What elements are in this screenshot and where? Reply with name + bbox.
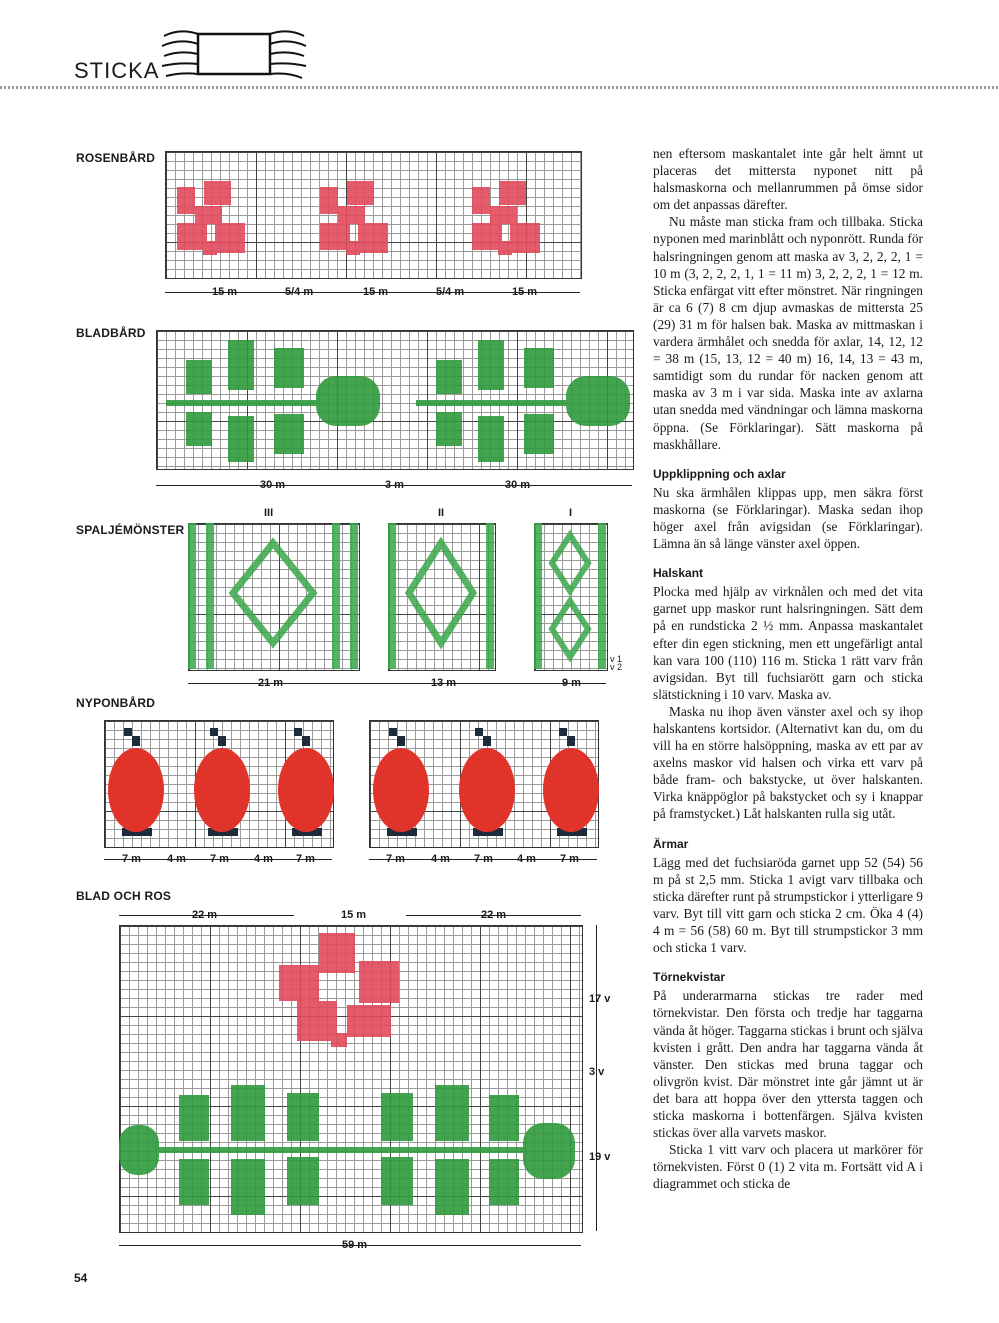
measure: 4 m [254,853,273,865]
measure: 15 m [512,286,538,298]
measure: 15 m [212,286,238,298]
measure: 15 m [341,909,367,921]
yarn-skein-icon [160,26,308,86]
paragraph: Sticka 1 vitt varv och placera ut markörer för törnekvisten. Först 0 (1) 2 vita m. Fortsätt vid A i diagrammet och sticka de [653,1142,923,1192]
measure: 59 m [342,1239,368,1251]
rosenbard-motifs [165,151,580,277]
measure: 17 v [589,993,611,1005]
measure: 9 m [562,677,581,689]
measure: 19 v [589,1151,611,1163]
paragraph: Nu måste man sticka fram och tillbaka. Sticka nyponen med marinblått och nyponrött. Runda för halsringningen genom att maska av 3, 2, 2, 2, 1 = 10 m (3, 2, 2, 2, 1, 1 = 11 m) 3, 2, 2, 2, 1 = 12 m. Sticka enfärgat vitt efter mönstret. När ringningen är ca 6 (7) 8 cm djup avmaskas de mittersta 25 (29) 31 m för halsen bak. Maska av mittmaskan i vardera ärmhålet och snedda för axlar, 14, 12, 12 = 38 m (15, 13, 12 = 40 m) 16, 14, 13 = 43 m, samtidigt som du rundar för nacken genom att maska av 3 m i var sida. Maska inte av axlarna utan snedda med vändningar och lämna maskorna öppna. (Se Förklaringar). Sätt maskorna på maskhållare. [653,214,923,452]
spaljemonster-motifs [188,523,608,669]
measure: 13 m [431,677,457,689]
measure: 7 m [210,853,229,865]
row-label: v 2 [610,662,623,672]
measure: 7 m [296,853,315,865]
measure: 22 m [481,909,507,921]
paragraph: Lägg med det fuchsiaröda garnet upp 52 (54) 56 m på st 2,5 mm. Sticka 1 avigt varv tillbaka och sticka därefter runt på strumpstickor i ytterligare 9 varv. Byt till vitt garn och sticka 2 cm. Öka 4 (4) 4 m = 56 (58) 60 m. Byt till strumpstickor 3 mm och sticka 1 varv. [653,854,923,956]
blad-och-ros-side-line [596,925,597,1231]
roman-numeral: I [569,507,573,519]
measure: 7 m [560,853,579,865]
nyponbard-label: NYPONBÅRD [76,696,156,710]
measure: 21 m [258,677,284,689]
measure: 4 m [517,853,536,865]
paragraph: Plocka med hjälp av virknålen och med det vita garnet upp maskor runt halsringningen. Sätt dem på en rundsticka 2 ½ mm. Anpassa maskantalet efter din egen stickning, men ett ungefärligt antal kan vara 100 (110) 116 m. Sticka 1 rätt varv från avigsidan. Byt till fuchsiarött garn och sticka slätstickning i 10 varv. Maska av. [653,584,923,702]
measure: 5/4 m [436,286,465,298]
measure: 5/4 m [285,286,314,298]
page-number: 54 [74,1271,88,1285]
measure: 30 m [505,479,531,491]
measure: 3 v [589,1066,605,1078]
spaljemonster-dimension-line [188,683,606,684]
roman-numeral: III [264,507,274,519]
measure: 7 m [386,853,405,865]
bladbard-label: BLADBÅRD [76,326,146,340]
body-text-column [653,145,923,1192]
section-heading: Uppklippning och axlar [653,466,786,481]
section-title: STICKA [74,58,160,83]
measure: 7 m [122,853,141,865]
section-heading: Ärmar [653,836,689,851]
spaljemonster-label: SPALJÉMÖNSTER [76,523,185,537]
measure: 15 m [363,286,389,298]
measure: 4 m [431,853,450,865]
header-rule [0,86,999,89]
measure: 22 m [192,909,218,921]
measure: 3 m [385,479,404,491]
paragraph: På underarmarna stickas tre rader med törnekvistar. Den första och tredje har taggarna vända åt höger. Taggarna stickas i brunt och själva kvisten i grått. Den andra har taggarna vända åt vänster. Den stickas med bruna taggar och olivgrön kvist. Där mönstret inte går jämnt ut är det bara att hoppa över den yttersta taggen och sticka maskorna i bottenfärgen. Själva kvisten stickas över alla varvets maskor. [653,988,923,1141]
section-heading: Halskant [653,566,704,581]
nyponbard-motifs [104,720,597,846]
measure: 4 m [167,853,186,865]
blad-och-ros-label: BLAD OCH ROS [76,889,172,903]
blad-och-ros-motifs [119,925,581,1231]
paragraph: Maska nu ihop även vänster axel och sy ihop halskantens kortsidor. (Alternativt kan du, om du vill ha en större halsöppning, maska av ett par av axelns maskor vid halsen och virka ett varv på både fram- och bakstycke, ut över halskanten. Virka knäppöglor på bakstycket och sy i knappar på framstycket.) Låt halskanten rulla sig utåt. [653,703,923,822]
bladbard-motifs [156,330,632,468]
section-heading: Törnekvistar [653,970,726,985]
row-label: v 1 [610,654,623,664]
paragraph: nen eftersom maskantalet inte går helt ämnt ut placeras det mittersta nyponet nitt på halsmaskorna och mellanrummen på ömse sidor om det anpassas därefter. [653,146,923,213]
measure: 30 m [260,479,286,491]
measure: 7 m [474,853,493,865]
roman-numeral: II [438,507,445,519]
paragraph: Nu ska ärmhålen klippas upp, men säkra först maskorna (se Förklaringar). Maska sedan ihop höger axel från avigsidan (se Förklaringar). Lämna än så länge vänster axel öppen. [653,484,923,552]
rosenbard-label: ROSENBÅRD [76,151,156,165]
